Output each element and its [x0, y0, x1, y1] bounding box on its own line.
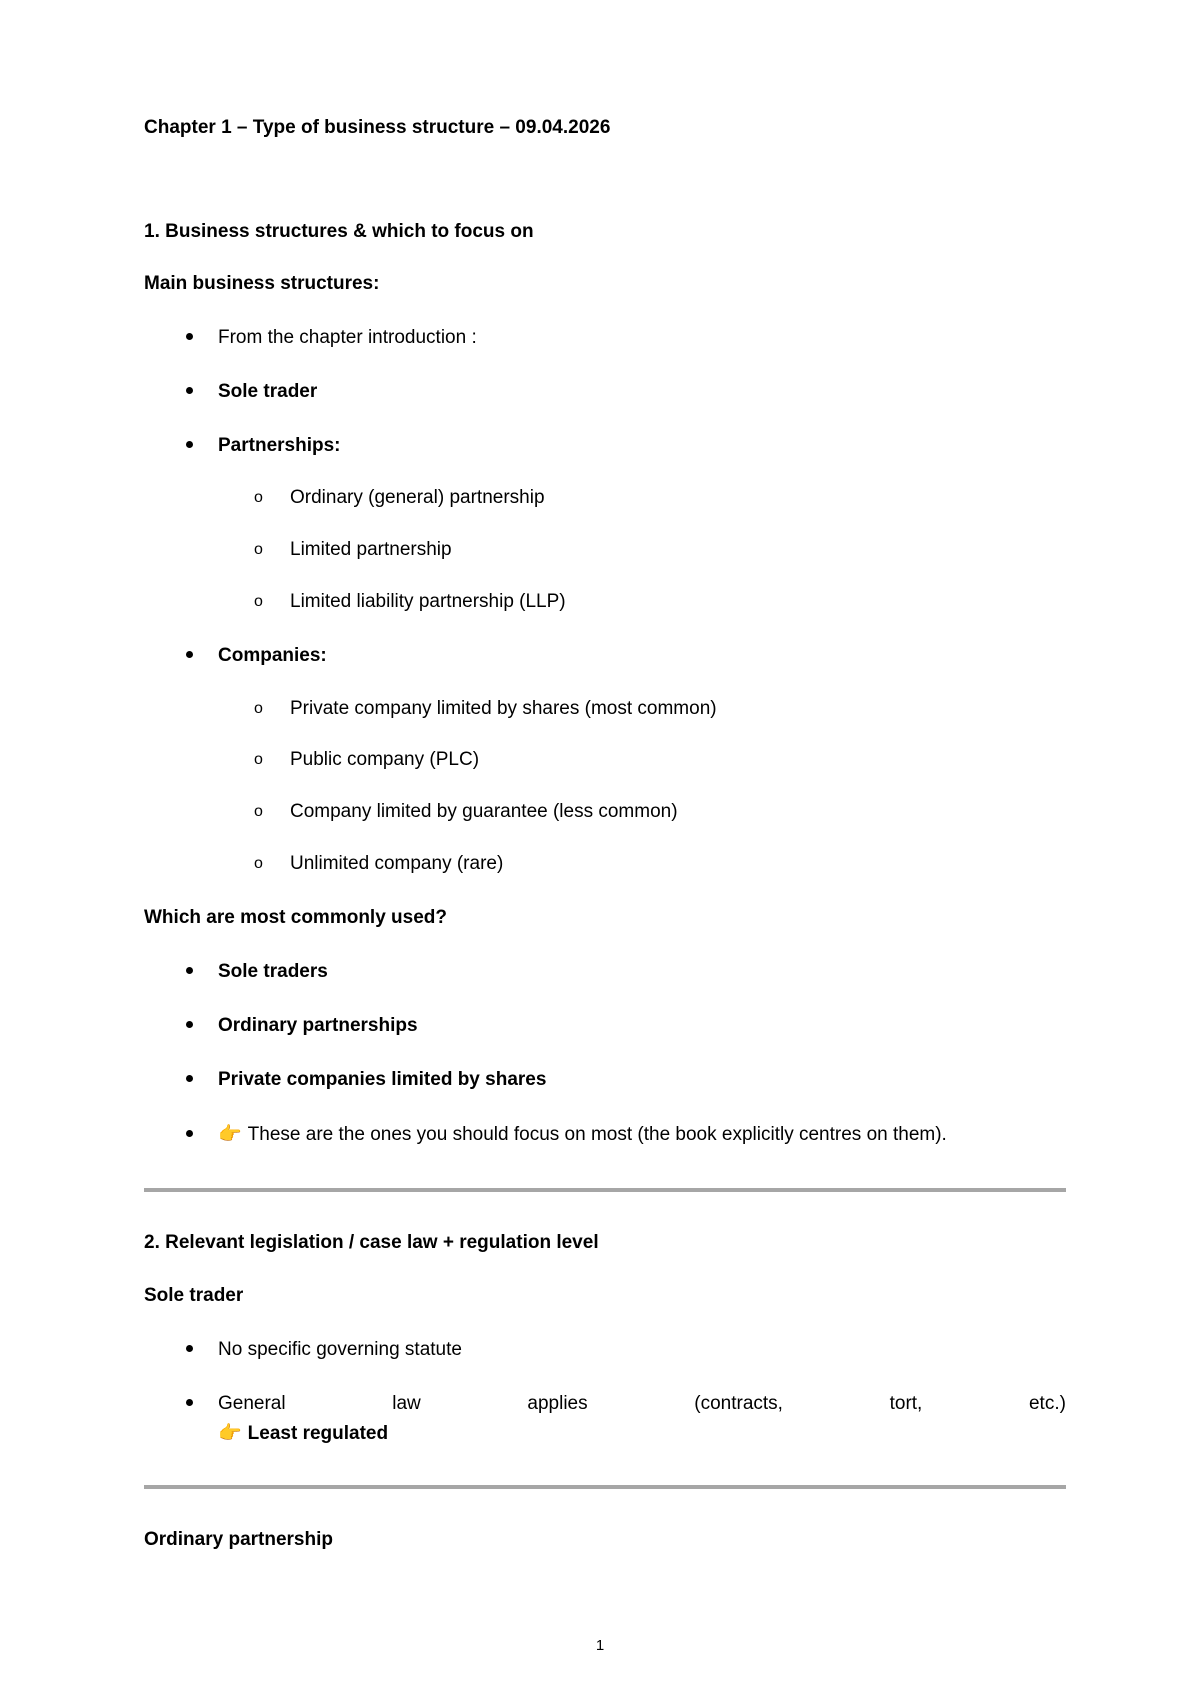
- sub-bullet-icon: o: [254, 751, 263, 768]
- pointing-hand-icon: 👉: [218, 1423, 242, 1444]
- sub-list-item-text: Private company limited by shares (most common): [290, 698, 717, 719]
- sub-list-item-text: Unlimited company (rare): [290, 853, 504, 874]
- document-title: Chapter 1 – Type of business structure – 09.04.2026: [144, 117, 611, 138]
- section-heading-2: 2. Relevant legislation / case law + regulation level: [144, 1232, 599, 1253]
- word: tort,: [889, 1393, 923, 1414]
- list-item-text: Sole traders: [218, 961, 328, 982]
- bullet-icon: [186, 1345, 193, 1352]
- sub-list-item-text: Limited partnership: [290, 539, 452, 560]
- word: applies: [527, 1393, 588, 1414]
- least-regulated-text: Least regulated: [247, 1423, 389, 1444]
- list-item-text: Ordinary partnerships: [218, 1015, 418, 1036]
- bullet-icon: [186, 967, 193, 974]
- sub-heading-sole-trader: Sole trader: [144, 1285, 244, 1306]
- bullet-icon: [186, 651, 193, 658]
- bullet-icon: [186, 441, 193, 448]
- sub-list-item-text: Public company (PLC): [290, 749, 480, 770]
- sub-list-item-text: Ordinary (general) partnership: [290, 487, 545, 508]
- least-regulated-line: [218, 1422, 388, 1446]
- sub-heading-ordinary-partnership: Ordinary partnership: [144, 1529, 333, 1550]
- bullet-icon: [186, 1021, 193, 1028]
- bullet-icon: [186, 1399, 193, 1406]
- bullet-icon: [186, 1075, 193, 1082]
- list-item-text: From the chapter introduction :: [218, 327, 477, 348]
- sub-bullet-icon: o: [254, 489, 263, 506]
- sub-bullet-icon: o: [254, 803, 263, 820]
- question-heading: Which are most commonly used?: [144, 907, 447, 928]
- bullet-icon: [186, 1130, 193, 1137]
- focus-note: These are the ones you should focus on most (the book explicitly centres on them).: [247, 1124, 947, 1145]
- pointing-hand-icon: 👉: [218, 1124, 242, 1145]
- sub-bullet-icon: o: [254, 593, 263, 610]
- list-item-text: Companies:: [218, 645, 327, 666]
- section-heading-1: 1. Business structures & which to focus on: [144, 221, 534, 242]
- horizontal-divider: [144, 1485, 1066, 1489]
- bullet-icon: [186, 333, 193, 340]
- word: etc.): [1028, 1393, 1066, 1414]
- list-item-text: Partnerships:: [218, 435, 341, 456]
- sub-bullet-icon: o: [254, 700, 263, 717]
- sub-bullet-icon: o: [254, 541, 263, 558]
- word: General: [218, 1393, 286, 1414]
- sub-list-item-text: Limited liability partnership (LLP): [290, 591, 566, 612]
- sub-bullet-icon: o: [254, 855, 263, 872]
- list-item-text: Sole trader: [218, 381, 318, 402]
- list-item-text: [218, 1123, 947, 1147]
- sub-list-item-text: Company limited by guarantee (less common): [290, 801, 678, 822]
- sub-heading-main-structures: Main business structures:: [144, 273, 380, 294]
- bullet-icon: [186, 387, 193, 394]
- horizontal-divider: [144, 1188, 1066, 1192]
- justified-line: [218, 1392, 1066, 1416]
- page-number: 1: [595, 1637, 605, 1654]
- word: (contracts,: [694, 1393, 783, 1414]
- word: law: [392, 1393, 421, 1414]
- list-item-text: Private companies limited by shares: [218, 1069, 547, 1090]
- list-item-text: No specific governing statute: [218, 1339, 462, 1360]
